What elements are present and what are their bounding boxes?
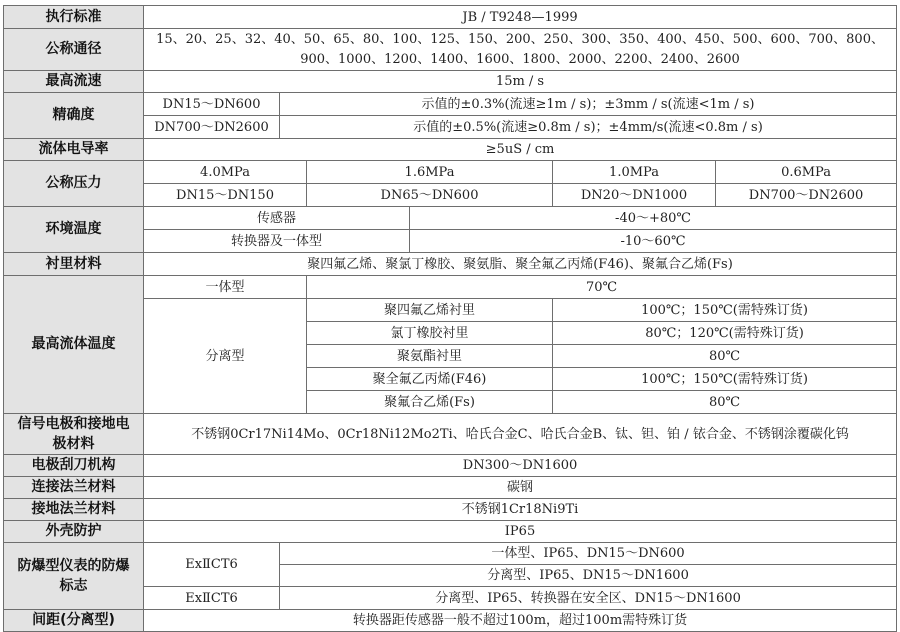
accuracy-range-2: DN700～DN2600	[144, 116, 280, 139]
pressure-range-2: DN65～DN600	[307, 184, 553, 207]
value-lining: 聚四氟乙烯、聚氯丁橡胶、聚氨脂、聚全氟乙丙烯(F46)、聚氟合乙烯(Fs)	[144, 253, 897, 276]
label-pressure: 公称压力	[4, 161, 144, 207]
value-electrode: 不锈钢0Cr17Ni14Mo、0Cr18Ni12Mo2Ti、哈氏合金C、哈氏合金B、钛、钽、铂 / 铱合金、不锈钢涂覆碳化钨	[144, 414, 897, 455]
fluid-sub-name: 聚全氟乙丙烯(F46)	[307, 368, 553, 391]
fluid-sub-value: 80℃	[553, 345, 897, 368]
accuracy-value-1: 示值的±0.3%(流速≥1m / s)；±3mm / s(流速<1m / s)	[280, 93, 897, 116]
row-standard	[4, 6, 897, 29]
label-lining: 衬里材料	[4, 253, 144, 276]
fluid-integral-value: 70℃	[307, 276, 897, 299]
pressure-value-1: 4.0MPa	[144, 161, 307, 184]
label-flange: 连接法兰材料	[4, 477, 144, 499]
label-explosion-line-2: 标志	[59, 578, 88, 594]
row-accuracy-1	[4, 93, 897, 116]
row-conductivity	[4, 139, 897, 161]
value-enclosure: IP65	[144, 521, 897, 543]
fluid-sub-name: 聚氨酯衬里	[307, 345, 553, 368]
label-standard: 执行标准	[4, 6, 144, 29]
pressure-range-3: DN20～DN1000	[553, 184, 716, 207]
value-ground-flange: 不锈钢1Cr18Ni9Ti	[144, 499, 897, 521]
row-ambient-1	[4, 207, 897, 230]
value-max-velocity: 15m / s	[144, 71, 897, 93]
label-explosion-line-1: 防爆型仪表的防爆	[17, 558, 130, 574]
row-nominal-diameter	[4, 29, 897, 71]
fluid-separate-label: 分离型	[144, 299, 307, 414]
label-electrode	[4, 414, 144, 455]
pressure-value-4: 0.6MPa	[716, 161, 897, 184]
row-explosion-1	[4, 543, 897, 565]
label-scraper: 电极刮刀机构	[4, 455, 144, 477]
fluid-sub-value: 80℃；120℃(需特殊订货)	[553, 322, 897, 345]
value-standard: JB / T9248—1999	[144, 6, 897, 29]
row-fluid-temp-integral	[4, 276, 897, 299]
row-max-velocity	[4, 71, 897, 93]
label-ground-flange: 接地法兰材料	[4, 499, 144, 521]
label-conductivity: 流体电导率	[4, 139, 144, 161]
value-flange: 碳钢	[144, 477, 897, 499]
row-electrode	[4, 414, 897, 455]
pressure-value-2: 1.6MPa	[307, 161, 553, 184]
value-scraper: DN300～DN1600	[144, 455, 897, 477]
label-ambient-temp: 环境温度	[4, 207, 144, 253]
label-electrode-line-2: 极材料	[52, 436, 95, 452]
accuracy-range-1: DN15～DN600	[144, 93, 280, 116]
label-nominal-diameter: 公称通径	[4, 29, 144, 71]
label-explosion	[4, 543, 144, 610]
value-spacing: 转换器距传感器一般不超过100m，超过100m需特殊订货	[144, 610, 897, 632]
row-spacing	[4, 610, 897, 632]
ambient-sensor-label: 传感器	[144, 207, 410, 230]
explosion-value-2: 分离型、IP65、DN15～DN1600	[280, 565, 897, 587]
fluid-sub-value: 100℃；150℃(需特殊订货)	[553, 368, 897, 391]
value-conductivity: ≥5uS / cm	[144, 139, 897, 161]
explosion-mark-1: ExⅡCT6	[144, 543, 280, 587]
label-spacing: 间距(分离型)	[4, 610, 144, 632]
fluid-sub-value: 80℃	[553, 391, 897, 414]
explosion-value-1: 一体型、IP65、DN15～DN600	[280, 543, 897, 565]
spec-table	[3, 5, 897, 632]
ambient-converter-label: 转换器及一体型	[144, 230, 410, 253]
row-pressure-1	[4, 161, 897, 184]
fluid-sub-name: 氯丁橡胶衬里	[307, 322, 553, 345]
row-enclosure	[4, 521, 897, 543]
row-scraper	[4, 455, 897, 477]
explosion-mark-2: ExⅡCT6	[144, 587, 280, 610]
pressure-range-1: DN15～DN150	[144, 184, 307, 207]
fluid-integral-label: 一体型	[144, 276, 307, 299]
pressure-value-3: 1.0MPa	[553, 161, 716, 184]
accuracy-value-2: 示值的±0.5%(流速≥0.8m / s)；±4mm/s(流速<0.8m / s)	[280, 116, 897, 139]
pressure-range-4: DN700～DN2600	[716, 184, 897, 207]
fluid-sub-name: 聚氟合乙烯(Fs)	[307, 391, 553, 414]
label-max-velocity: 最高流速	[4, 71, 144, 93]
fluid-sub-value: 100℃；150℃(需特殊订货)	[553, 299, 897, 322]
row-lining	[4, 253, 897, 276]
fluid-sub-name: 聚四氟乙烯衬里	[307, 299, 553, 322]
ambient-converter-value: -10～60℃	[410, 230, 897, 253]
row-ground-flange	[4, 499, 897, 521]
explosion-value-3: 分离型、IP65、转换器在安全区、DN15～DN1600	[280, 587, 897, 610]
label-enclosure: 外壳防护	[4, 521, 144, 543]
label-fluid-temp: 最高流体温度	[4, 276, 144, 414]
row-flange	[4, 477, 897, 499]
label-accuracy: 精确度	[4, 93, 144, 139]
value-nominal-diameter: 15、20、25、32、40、50、65、80、100、125、150、200、250、300、350、400、450、500、600、700、800、900、1000、1200、1400、1600、1800、2000、2200、2400、2600	[144, 29, 897, 71]
label-electrode-line-1: 信号电极和接地电	[17, 416, 130, 432]
ambient-sensor-value: -40～+80℃	[410, 207, 897, 230]
